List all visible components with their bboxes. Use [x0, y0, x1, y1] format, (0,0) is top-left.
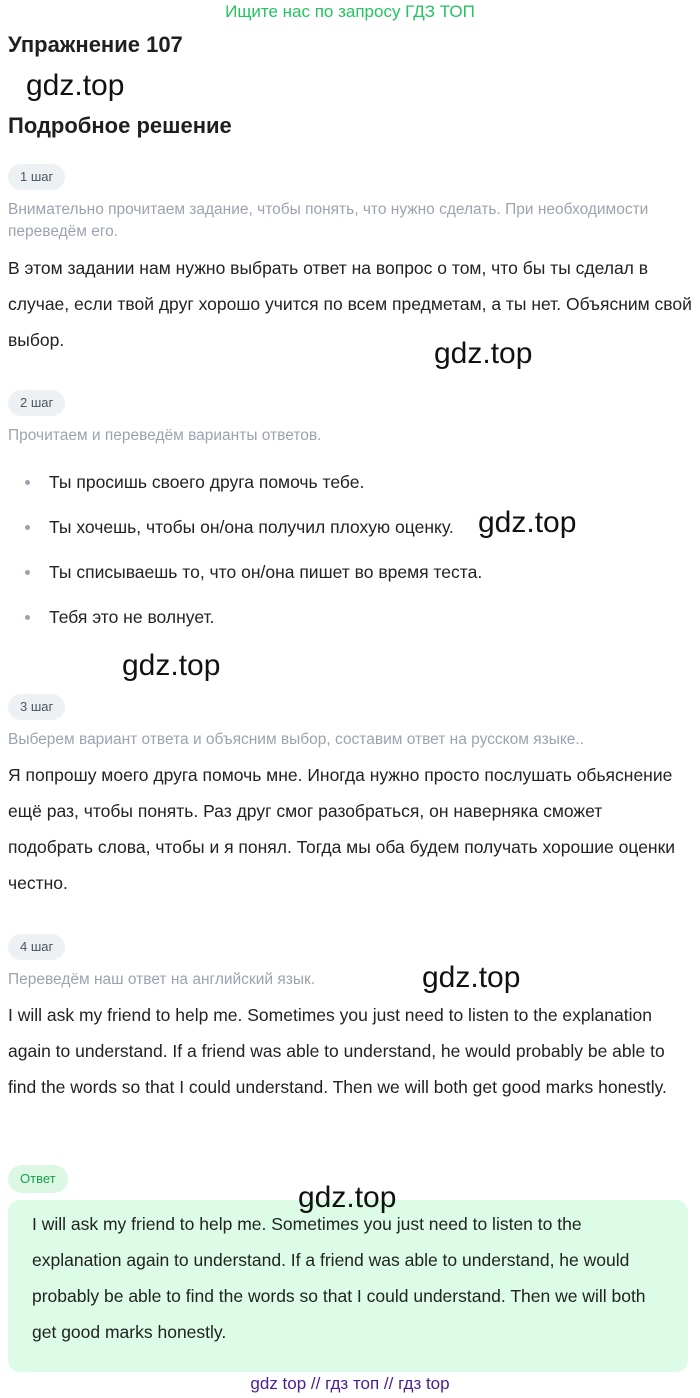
step-1-badge: 1 шаг	[8, 164, 65, 190]
solution-heading: Подробное решение	[8, 113, 232, 138]
step-1-hint: Внимательно прочитаем задание, чтобы понять, что нужно сделать. При необходимости переведём его.	[8, 201, 649, 240]
watermark-logo: gdz.top	[478, 506, 577, 539]
exercise-title: Упражнение 107	[8, 32, 183, 57]
option-text: Ты списываешь то, что он/она пишет во время теста.	[49, 562, 483, 582]
option-text: Ты хочешь, чтобы он/она получил плохую оценку.	[49, 517, 454, 537]
watermark-logo: gdz.top	[26, 69, 125, 102]
list-item	[8, 464, 692, 509]
watermark-logo: gdz.top	[422, 961, 521, 994]
bullet-icon	[25, 480, 30, 485]
option-text: Тебя это не волнует.	[49, 607, 215, 627]
bullet-icon	[25, 525, 30, 530]
answer-badge: Ответ	[8, 1165, 68, 1193]
answer-options-list	[8, 464, 692, 644]
watermark-logo: gdz.top	[434, 337, 533, 370]
step-3-badge: 3 шаг	[8, 694, 65, 720]
step-2-badge: 2 шаг	[8, 390, 65, 416]
option-text: Ты просишь своего друга помочь тебе.	[49, 472, 365, 492]
step-2-hint: Прочитаем и переведём варианты ответов.	[8, 427, 322, 444]
step-3-text: Я попрошу моего друга помочь мне. Иногда нужно просто послушать обьяснение ещё раз, чтобы понять. Раз друг смог разобраться, он наверняка сможет подобрать слова, чтобы и я понял. Тогда мы оба будем получать хорошие оценки честно.	[8, 765, 676, 893]
answer-text: I will ask my friend to help me. Sometimes you just need to listen to the explanation again to understand. If a friend was able to understand, he would probably be able to find the words so that I could understand. Then we will both get good marks honestly.	[32, 1214, 646, 1342]
bullet-icon	[25, 615, 30, 620]
watermark-logo: gdz.top	[298, 1181, 397, 1214]
step-1-text: В этом задании нам нужно выбрать ответ на вопрос о том, что бы ты сделал в случае, если твой друг хорошо учится по всем предметам, а ты нет. Объясним свой выбор.	[8, 258, 692, 350]
step-4-badge: 4 шаг	[8, 934, 65, 960]
list-item	[8, 599, 692, 644]
search-banner: Ищите нас по запросу ГДЗ ТОП	[225, 2, 475, 21]
list-item	[8, 554, 692, 599]
footer-links: gdz top // гдз топ // гдз top	[250, 1374, 450, 1393]
step-4-hint: Переведём наш ответ на английский язык.	[8, 971, 316, 988]
watermark-logo: gdz.top	[122, 649, 221, 682]
step-3-hint: Выберем вариант ответа и объясним выбор, составим ответ на русском языке..	[8, 731, 585, 748]
step-4-text: I will ask my friend to help me. Sometimes you just need to listen to the explanation again to understand. If a friend was able to understand, he would probably be able to find the words so that I could understand. Then we will both get good marks honestly.	[8, 1005, 667, 1097]
answer-box	[8, 1200, 688, 1372]
list-item	[8, 509, 692, 554]
bullet-icon	[25, 570, 30, 575]
